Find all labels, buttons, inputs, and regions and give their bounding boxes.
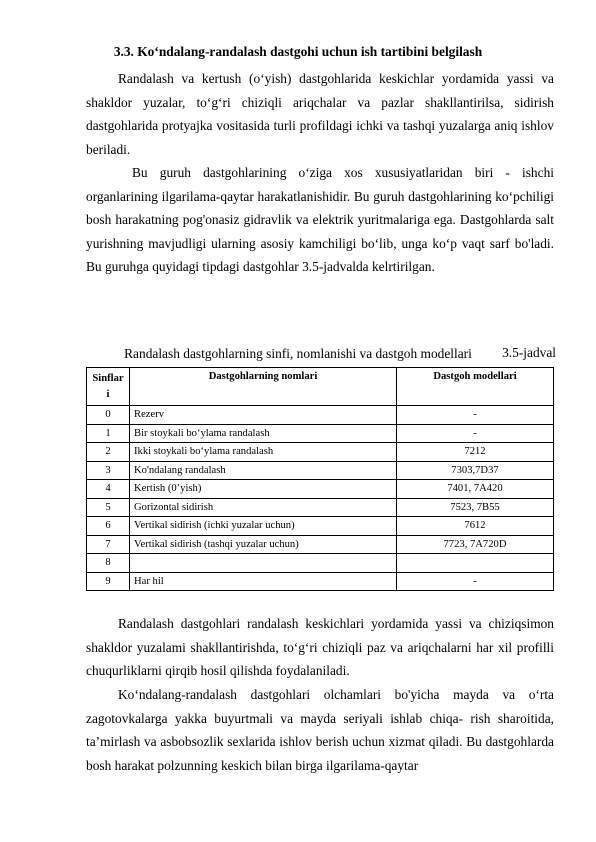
table-label: 3.5-jadval <box>502 345 556 360</box>
table-row <box>87 443 554 462</box>
header-names: Dastgohlarning nomlari <box>130 368 397 406</box>
row-class: 9 <box>87 572 130 591</box>
row-name: Har hil <box>130 572 397 591</box>
row-name: Rezerv <box>130 406 397 425</box>
row-class: 5 <box>87 498 130 517</box>
row-class: 0 <box>87 406 130 425</box>
row-name: Ko'ndalang randalash <box>130 461 397 480</box>
row-class: 3 <box>87 461 130 480</box>
row-models: 7612 <box>397 517 554 536</box>
table-row <box>87 480 554 499</box>
row-name: Bir stoykali bo‘ylama randalash <box>130 424 397 443</box>
table-row <box>87 535 554 554</box>
row-models: 7523, 7B55 <box>397 498 554 517</box>
table-header-row <box>87 368 554 406</box>
row-class: 4 <box>87 480 130 499</box>
row-name: Kertish (0’yish) <box>130 480 397 499</box>
paragraph-3: Randalash dastgohlari randalash keskichlari yordamida yassi va chiziqsimon shakldor yuzalami shakllantirishda, to‘g‘ri chiziqli paz va ariqchalarni har xil profilli chuqurliklarni qirqib hosil qilishda foydalaniladi. <box>86 616 554 678</box>
row-name: Gorizontal sidirish <box>130 498 397 517</box>
row-models: - <box>397 424 554 443</box>
row-name: Vertikal sidirish (ichki yuzalar uchun) <box>130 517 397 536</box>
row-class: 1 <box>87 424 130 443</box>
table-row <box>87 461 554 480</box>
row-class: 6 <box>87 517 130 536</box>
row-class: 7 <box>87 535 130 554</box>
table-row <box>87 424 554 443</box>
header-models: Dastgoh modellari <box>397 368 554 406</box>
table-row <box>87 517 554 536</box>
header-class: Sinflar i <box>87 368 130 406</box>
paragraph-2: Bu guruh dastgohlarining o‘ziga xos xususiyatlaridan biri - ishchi organlarining ilgarilama-qaytar harakatlanishidir. Bu guruh dastgohlarining ko‘pchiligi bosh harakatning pog'onasiz gidravlik va elektrik yuritmalariga ega. Dastgohlarda salt yurishning mavjudligi ularning asosiy kamchiligi bo‘lib, unga ko‘p vaqt sarf bo'ladi. Bu guruhga quyidagi tipdagi dastgohlar 3.5-jadvalda kelrtirilgan. <box>86 165 554 274</box>
row-name: Ikki stoykali bo‘ylama randalash <box>130 443 397 462</box>
row-models: 7401, 7A420 <box>397 480 554 499</box>
models-table <box>86 367 554 591</box>
paragraph-1: Randalash va kertush (o‘yish) dastgohlarida keskichlar yordamida yassi va shakldor yuzalar, to‘g‘ri chiziqli ariqchalar va pazlar shakllantirilsa, sidirish dastgohlarida protyajka vositasida turli profildagi ichki va tashqi yuzalarga aniq ishlov beriladi. <box>86 71 554 157</box>
row-name <box>130 554 397 573</box>
paragraph-4: Ko‘ndalang-randalash dastgohlari olchamlari bo'yicha mayda va o‘rta zagotovkalarga yakka buyurtmali va mayda seriyali ishlab chiqa- rish sharoitida, ta’mirlash va asbobsozlik sexlarida ishlov berish uchun xizmat qiladi. Bu dastgohlarda bosh harakat polzunning keskich bilan birga ilgarilama-qaytar <box>86 687 554 773</box>
row-class: 8 <box>87 554 130 573</box>
table-row <box>87 572 554 591</box>
row-models: - <box>397 572 554 591</box>
row-class: 2 <box>87 443 130 462</box>
row-models: 7723, 7A720D <box>397 535 554 554</box>
table-row <box>87 406 554 425</box>
section-heading: 3.3. Ko‘ndalang-randalash dastgohi uchun ish tartibini belgilash <box>113 44 483 59</box>
row-models: 7303,7D37 <box>397 461 554 480</box>
row-name: Vertikal sidirish (tashqi yuzalar uchun) <box>130 535 397 554</box>
table-row <box>87 554 554 573</box>
row-models: - <box>397 406 554 425</box>
table-row <box>87 498 554 517</box>
row-models: 7212 <box>397 443 554 462</box>
row-models <box>397 554 554 573</box>
table-title: Randalash dastgohlarning sinfi, nomlanishi va dastgoh modellari <box>124 346 472 361</box>
